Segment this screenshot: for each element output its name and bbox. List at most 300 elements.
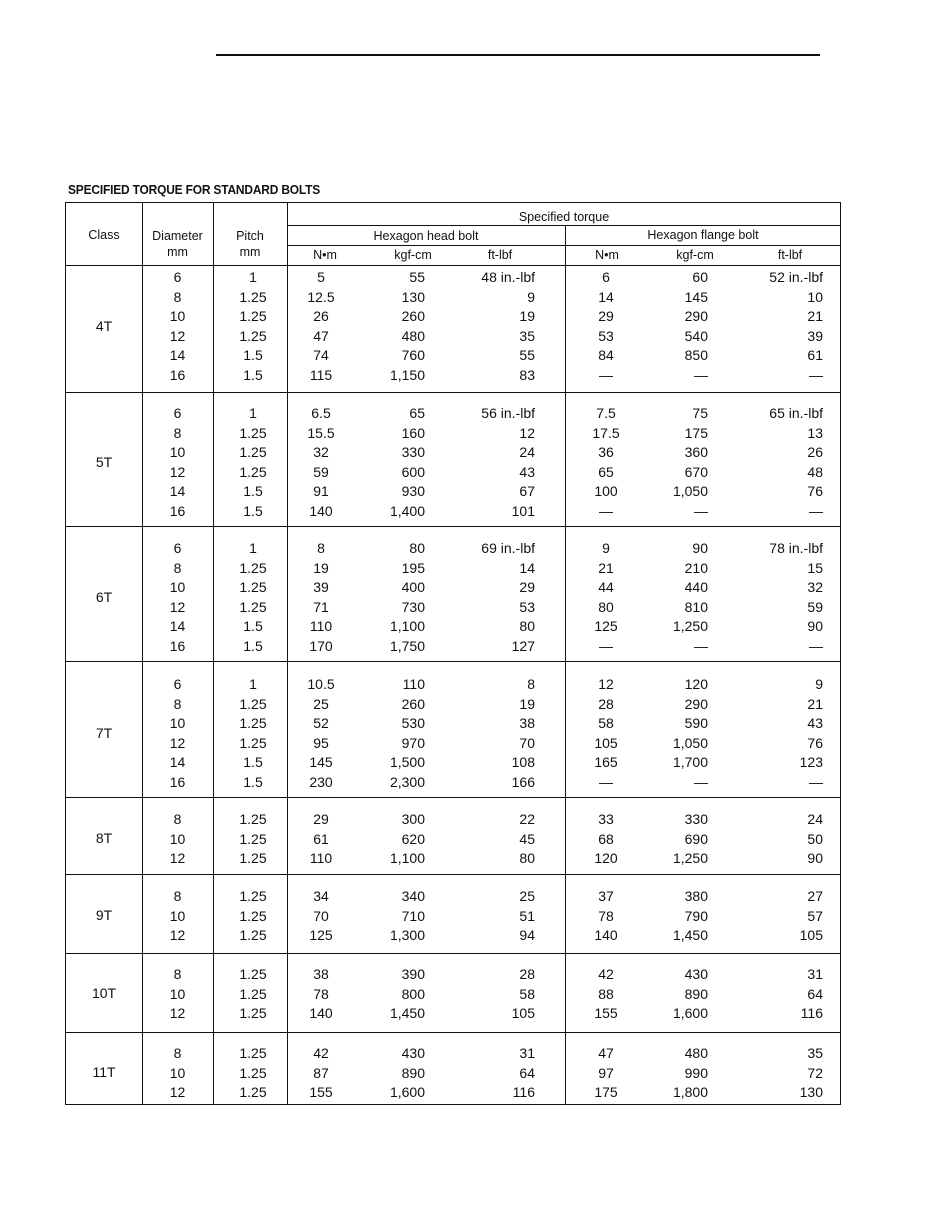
cell-hk: 760: [401, 347, 425, 363]
cell-d: 10: [169, 444, 186, 460]
cell-hn: 145: [309, 754, 333, 770]
cell-fn: 44: [598, 579, 614, 595]
cell-hk: 390: [401, 966, 425, 982]
cell-ff: 64: [807, 985, 823, 1002]
cell-hf: 29: [519, 579, 535, 595]
cell-fn: 6: [602, 269, 610, 285]
cell-fn: 7.5: [596, 405, 616, 421]
cell-ff: 76: [807, 483, 823, 499]
group-separator: [65, 661, 841, 662]
cell-hk: 330: [401, 444, 425, 460]
cell-hk: 620: [401, 830, 425, 847]
cell-p: 1.25: [239, 444, 267, 460]
cell-fn: 100: [594, 483, 618, 499]
cell-hf: 22: [519, 811, 535, 827]
cell-d: 12: [169, 463, 186, 480]
cell-hn: 5: [317, 269, 325, 285]
cell-hf: 58: [519, 985, 535, 1002]
cell-hk: 930: [401, 483, 425, 499]
table-row: [0, 810, 935, 829]
cell-hn: 110: [309, 618, 333, 634]
cell-hk: 2,300: [389, 773, 425, 790]
header-pitch: Pitch: [236, 229, 264, 243]
cell-d: 6: [173, 405, 182, 421]
cell-fk: —: [694, 773, 708, 790]
cell-d: 10: [169, 308, 186, 324]
cell-hk: 55: [409, 269, 425, 285]
cell-fk: 90: [692, 540, 708, 556]
cell-hf: 105: [511, 1005, 535, 1021]
cell-fk: 1,050: [672, 734, 708, 751]
cell-hf: 8: [527, 676, 535, 692]
cell-fk: 590: [684, 715, 708, 731]
cell-p: 1: [249, 540, 257, 556]
cell-hk: 710: [401, 907, 425, 924]
cell-hf: 53: [519, 598, 535, 615]
cell-hn: 78: [313, 985, 329, 1002]
cell-p: 1.25: [239, 463, 267, 480]
cell-d: 12: [169, 734, 186, 751]
cell-p: 1.5: [243, 366, 263, 383]
group-separator: [65, 953, 841, 954]
table-row: [0, 1064, 935, 1083]
cell-hk: 1,400: [389, 502, 425, 519]
cell-hk: 80: [409, 540, 425, 556]
cell-hk: 110: [402, 676, 425, 692]
cell-ff: 15: [807, 559, 823, 576]
cell-hf: 101: [511, 502, 535, 519]
cell-ff: 90: [807, 618, 823, 634]
cell-fn: 29: [598, 308, 614, 324]
table-row: [0, 734, 935, 753]
cell-fn: 120: [594, 850, 618, 866]
header-diameter: Diameter: [152, 229, 203, 243]
table-row: [0, 539, 935, 558]
cell-hk: 600: [401, 463, 425, 480]
table-row: [0, 404, 935, 423]
cell-fk: 1,800: [672, 1084, 708, 1100]
cell-fn: 58: [598, 715, 614, 731]
cell-p: 1.5: [243, 754, 263, 770]
cell-p: 1.25: [239, 830, 267, 847]
cell-p: 1.25: [239, 695, 267, 712]
cell-hn: 39: [313, 579, 329, 595]
cell-hn: 25: [313, 695, 329, 712]
cell-fk: 330: [684, 811, 708, 827]
table-row: [0, 443, 935, 462]
cell-p: 1.25: [239, 288, 267, 305]
cell-hf: 70: [519, 734, 535, 751]
cell-d: 8: [173, 559, 182, 576]
cell-fk: 540: [684, 327, 708, 344]
table-row: [0, 849, 935, 868]
cell-fn: 36: [598, 444, 614, 460]
table-row: [0, 307, 935, 326]
cell-d: 12: [169, 1084, 186, 1100]
header-class: Class: [88, 228, 120, 242]
cell-hf: 28: [519, 966, 535, 982]
cell-p: 1.5: [243, 347, 263, 363]
cell-hk: 1,100: [389, 618, 425, 634]
cell-hn: 110: [309, 850, 333, 866]
cell-fk: —: [694, 502, 708, 519]
table-row: [0, 502, 935, 521]
cell-p: 1.5: [243, 773, 263, 790]
cell-ff: 9: [815, 676, 823, 692]
cell-ff: 57: [807, 907, 823, 924]
class-label: 5T: [95, 453, 113, 470]
cell-hn: 87: [313, 1064, 329, 1081]
group-separator: [65, 1032, 841, 1033]
cell-p: 1.25: [239, 1084, 267, 1100]
cell-p: 1.25: [239, 424, 267, 441]
cell-hk: 1,450: [389, 1005, 425, 1021]
header-diameter-unit: mm: [167, 245, 188, 259]
cell-hk: 195: [401, 559, 425, 576]
cell-hn: 19: [313, 559, 329, 576]
table-row: [0, 695, 935, 714]
cell-ff: 10: [807, 288, 823, 305]
cell-fk: 1,050: [672, 483, 708, 499]
cell-hf: 166: [511, 773, 535, 790]
cell-d: 10: [169, 907, 186, 924]
cell-ff: 78 in.-lbf: [769, 540, 823, 556]
cell-fk: 1,600: [672, 1005, 708, 1021]
cell-hf: 51: [519, 907, 535, 924]
header-flange-nm: N•m: [595, 248, 619, 262]
cell-ff: —: [809, 366, 823, 383]
table-row: [0, 1004, 935, 1023]
cell-fn: —: [599, 502, 613, 519]
cell-p: 1.25: [239, 734, 267, 751]
cell-fk: 480: [684, 1045, 708, 1061]
cell-fn: —: [599, 366, 613, 383]
cell-hn: 26: [313, 308, 329, 324]
cell-fk: 430: [684, 966, 708, 982]
cell-p: 1.25: [239, 715, 267, 731]
cell-ff: 35: [807, 1045, 823, 1061]
cell-fn: 37: [598, 888, 614, 904]
cell-ff: 90: [807, 850, 823, 866]
cell-fn: 78: [598, 907, 614, 924]
cell-ff: 76: [807, 734, 823, 751]
table-row: [0, 887, 935, 906]
cell-ff: 21: [807, 695, 823, 712]
cell-ff: 123: [799, 754, 823, 770]
cell-hk: 970: [401, 734, 425, 751]
cell-fn: 140: [594, 927, 618, 943]
cell-ff: —: [809, 502, 823, 519]
cell-fk: 360: [684, 444, 708, 460]
cell-hk: 260: [401, 695, 425, 712]
table-row: [0, 714, 935, 733]
cell-hn: 74: [313, 347, 329, 363]
cell-d: 6: [173, 676, 182, 692]
cell-p: 1.25: [239, 888, 267, 904]
cell-d: 16: [169, 502, 186, 519]
cell-hf: 67: [519, 483, 535, 499]
cell-fn: 12: [598, 676, 614, 692]
cell-p: 1.25: [239, 811, 267, 827]
cell-hf: 108: [511, 754, 535, 770]
cell-ff: 48: [807, 463, 823, 480]
cell-p: 1: [249, 405, 257, 421]
cell-hf: 25: [519, 888, 535, 904]
cell-fk: 690: [684, 830, 708, 847]
cell-p: 1.25: [239, 559, 267, 576]
table-row: [0, 830, 935, 849]
cell-hk: 1,100: [389, 850, 425, 866]
cell-fn: 33: [598, 811, 614, 827]
cell-hn: 6.5: [311, 405, 331, 421]
header-pitch-unit: mm: [239, 245, 261, 259]
cell-d: 10: [169, 1064, 186, 1081]
cell-p: 1.25: [239, 579, 267, 595]
header-head-nm: N•m: [313, 248, 337, 262]
cell-hf: 19: [519, 695, 535, 712]
cell-hf: 56 in.-lbf: [481, 405, 535, 421]
cell-fn: —: [599, 773, 613, 790]
cell-ff: 116: [800, 1005, 823, 1021]
cell-fn: 17.5: [592, 424, 620, 441]
cell-p: 1: [249, 269, 257, 285]
cell-fk: 60: [692, 269, 708, 285]
cell-d: 12: [169, 1005, 186, 1021]
cell-ff: 65 in.-lbf: [769, 405, 823, 421]
cell-hn: 59: [313, 463, 329, 480]
class-label: 11T: [92, 1064, 116, 1081]
cell-hk: 65: [409, 405, 425, 421]
cell-fk: 440: [684, 579, 708, 595]
cell-fn: 47: [598, 1045, 614, 1061]
cell-hk: 480: [401, 327, 425, 344]
header-flange-kgf: kgf-cm: [676, 248, 714, 262]
cell-hf: 14: [519, 559, 535, 576]
table-row: [0, 366, 935, 385]
cell-ff: 59: [807, 598, 823, 615]
cell-fn: 105: [594, 734, 618, 751]
cell-hk: 430: [401, 1045, 425, 1061]
table-row: [0, 637, 935, 656]
cell-hk: 890: [401, 1064, 425, 1081]
cell-hn: 95: [313, 734, 329, 751]
cell-fn: 28: [598, 695, 614, 712]
table-row: [0, 1044, 935, 1063]
cell-hn: 8: [317, 540, 325, 556]
cell-fn: 175: [594, 1084, 618, 1100]
cell-d: 6: [173, 269, 182, 285]
cell-fn: 88: [598, 985, 614, 1002]
header-specified-torque: Specified torque: [518, 210, 610, 224]
cell-fk: 890: [684, 985, 708, 1002]
table-row: [0, 965, 935, 984]
cell-hk: 1,750: [389, 637, 425, 654]
table-row: [0, 985, 935, 1004]
cell-hn: 91: [313, 483, 329, 499]
cell-hn: 47: [313, 327, 329, 344]
cell-fk: 175: [684, 424, 708, 441]
cell-fn: 53: [598, 327, 614, 344]
cell-fn: 155: [594, 1005, 618, 1021]
cell-ff: 27: [807, 888, 823, 904]
cell-d: 10: [169, 830, 186, 847]
cell-fn: 68: [598, 830, 614, 847]
cell-fn: 65: [598, 463, 614, 480]
cell-ff: 43: [807, 715, 823, 731]
header-line-specified: [287, 225, 841, 226]
class-label: 4T: [95, 317, 113, 334]
group-separator: [65, 797, 841, 798]
cell-hf: 80: [519, 850, 535, 866]
table-row: [0, 424, 935, 443]
table-row: [0, 773, 935, 792]
cell-hn: 170: [309, 637, 333, 654]
cell-p: 1.25: [239, 927, 267, 943]
cell-d: 16: [169, 366, 186, 383]
cell-ff: 31: [807, 966, 823, 982]
cell-ff: 50: [807, 830, 823, 847]
table-row: [0, 907, 935, 926]
cell-hn: 10.5: [307, 676, 335, 692]
cell-d: 12: [169, 927, 186, 943]
cell-hn: 15.5: [307, 424, 335, 441]
class-label: 8T: [95, 830, 113, 847]
cell-d: 8: [173, 424, 182, 441]
cell-fk: 670: [684, 463, 708, 480]
header-hex-flange: Hexagon flange bolt: [647, 228, 759, 242]
table-row: [0, 346, 935, 365]
cell-hf: 94: [519, 927, 535, 943]
header-line-bottom: [65, 265, 841, 266]
cell-ff: 130: [799, 1084, 823, 1100]
cell-d: 12: [169, 327, 186, 344]
cell-ff: 13: [807, 424, 823, 441]
cell-hf: 45: [519, 830, 535, 847]
table-row: [0, 926, 935, 945]
cell-ff: 61: [807, 347, 823, 363]
table-row: [0, 268, 935, 287]
cell-fk: 145: [684, 288, 708, 305]
cell-fn: 165: [594, 754, 618, 770]
cell-fn: —: [599, 637, 613, 654]
cell-hn: 52: [313, 715, 329, 731]
cell-hf: 19: [519, 308, 535, 324]
cell-hf: 24: [519, 444, 535, 460]
cell-hk: 730: [401, 598, 425, 615]
cell-fn: 125: [594, 618, 618, 634]
cell-hk: 530: [401, 715, 425, 731]
table-row: [0, 327, 935, 346]
cell-d: 16: [169, 773, 186, 790]
cell-hn: 140: [309, 1005, 333, 1021]
cell-hn: 155: [309, 1084, 333, 1100]
page-title: SPECIFIED TORQUE FOR STANDARD BOLTS: [68, 182, 321, 197]
cell-ff: 72: [807, 1064, 823, 1081]
class-label: 7T: [95, 724, 113, 741]
cell-hf: 31: [519, 1045, 535, 1061]
cell-fn: 80: [598, 598, 614, 615]
cell-hf: 48 in.-lbf: [481, 269, 535, 285]
header-hex-head: Hexagon head bolt: [373, 229, 479, 243]
cell-ff: 39: [807, 327, 823, 344]
cell-p: 1.25: [239, 1005, 267, 1021]
cell-hk: 800: [401, 985, 425, 1002]
class-label: 10T: [91, 985, 117, 1002]
cell-ff: —: [809, 637, 823, 654]
cell-hk: 1,150: [389, 366, 425, 383]
cell-d: 8: [173, 966, 182, 982]
cell-ff: 52 in.-lbf: [769, 269, 823, 285]
cell-fk: 990: [684, 1064, 708, 1081]
cell-p: 1.25: [239, 327, 267, 344]
cell-fk: —: [694, 637, 708, 654]
cell-p: 1.25: [239, 598, 267, 615]
cell-hk: 1,500: [389, 754, 425, 770]
cell-p: 1.5: [243, 502, 263, 519]
cell-p: 1.5: [243, 637, 263, 654]
cell-p: 1.25: [239, 308, 267, 324]
cell-p: 1.25: [239, 985, 267, 1002]
cell-hn: 61: [313, 830, 329, 847]
header-line-bolttype: [287, 245, 841, 246]
table-row: [0, 482, 935, 501]
cell-ff: 26: [807, 444, 823, 460]
table-row: [0, 578, 935, 597]
group-separator: [65, 392, 841, 393]
cell-hf: 116: [512, 1084, 535, 1100]
cell-hf: 127: [511, 637, 535, 654]
table-row: [0, 753, 935, 772]
cell-p: 1.25: [239, 966, 267, 982]
cell-hf: 80: [519, 618, 535, 634]
cell-fk: —: [694, 366, 708, 383]
cell-hf: 64: [519, 1064, 535, 1081]
cell-d: 10: [169, 985, 186, 1002]
cell-d: 10: [169, 579, 186, 595]
cell-hf: 12: [519, 424, 535, 441]
cell-hk: 260: [401, 308, 425, 324]
cell-fn: 14: [598, 288, 614, 305]
cell-hk: 1,600: [389, 1084, 425, 1100]
cell-fn: 97: [598, 1064, 614, 1081]
cell-d: 8: [173, 1045, 182, 1061]
cell-d: 8: [173, 695, 182, 712]
cell-p: 1.5: [243, 618, 263, 634]
cell-hn: 29: [313, 811, 329, 827]
cell-hn: 230: [309, 773, 333, 790]
cell-fk: 290: [684, 308, 708, 324]
table-row: [0, 559, 935, 578]
cell-fn: 21: [598, 559, 614, 576]
cell-fk: 380: [684, 888, 708, 904]
cell-hk: 160: [401, 424, 425, 441]
cell-fn: 42: [598, 966, 614, 982]
cell-hk: 400: [401, 579, 425, 595]
table-row: [0, 675, 935, 694]
cell-hk: 340: [401, 888, 425, 904]
header-head-ftlbf: ft-lbf: [487, 248, 513, 262]
cell-hn: 12.5: [307, 288, 335, 305]
cell-hf: 69 in.-lbf: [481, 540, 535, 556]
cell-fk: 850: [684, 347, 708, 363]
cell-hn: 42: [313, 1045, 329, 1061]
cell-d: 8: [173, 288, 182, 305]
cell-d: 14: [169, 347, 186, 363]
cell-hk: 300: [401, 811, 425, 827]
cell-d: 8: [173, 811, 182, 827]
cell-fn: 9: [602, 540, 610, 556]
cell-fk: 210: [684, 559, 708, 576]
